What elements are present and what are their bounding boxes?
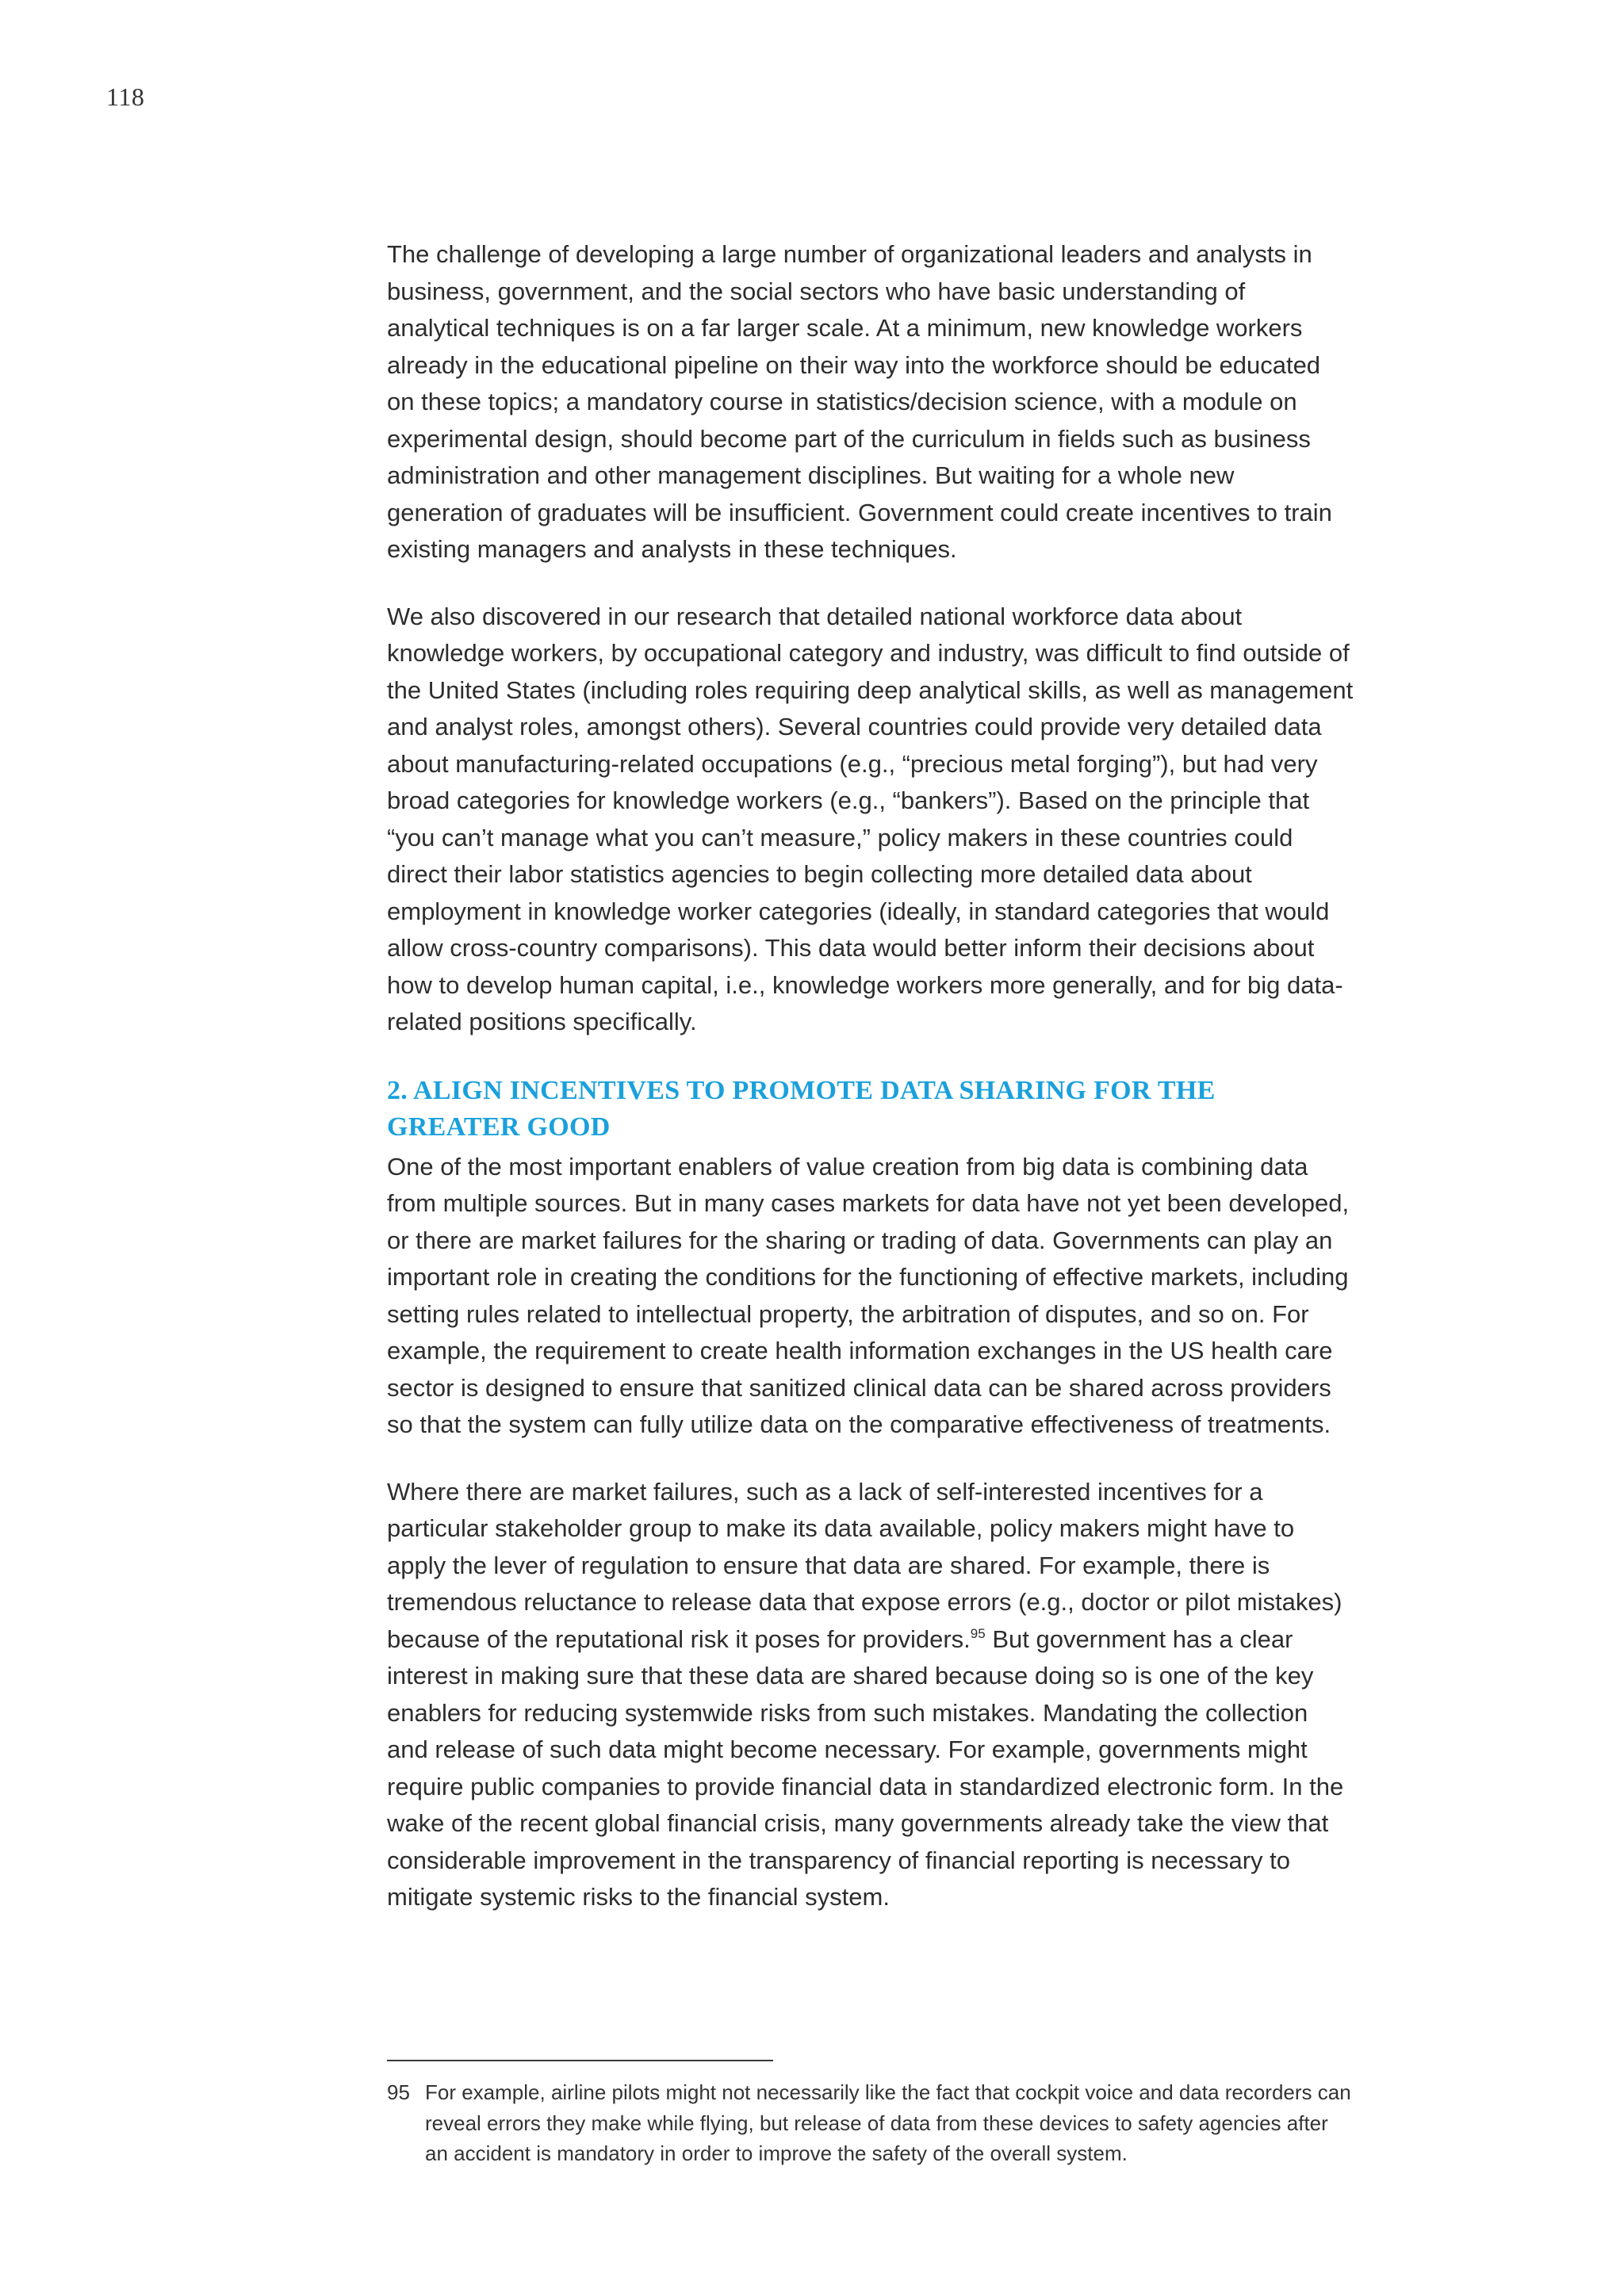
paragraph-text-before-ref: Where there are market failures, such as a lack of self-interested incentives for a particular stakeholder group to make its data available, policy makers might have to apply the lever of regulation to ensure that data are shared. For example, there is tremendous reluctance to release data that expose errors (e.g., doctor or pilot mistakes) because of the reputational risk it poses for providers. [387,1477,1342,1653]
paragraph-data-sharing: One of the most important enablers of value creation from big data is combining data from multiple sources. But in many cases markets for data have not yet been developed, or there are market failures for the sharing or trading of data. Governments can play an important role in creating the conditions for the functioning of effective markets, including setting rules related to intellectual property, the arbitration of disputes, and so on. For example, the requirement to create health information exchanges in the US health care sector is designed to ensure that sanitized clinical data can be shared across providers so that the system can fully utilize data on the comparative effectiveness of treatments. [387,1152,1350,1438]
section-heading: 2. ALIGN INCENTIVES TO PROMOTE DATA SHARING FOR THE GREATER GOOD [387,1075,1216,1142]
paragraph-market-failures [387,1474,1354,1916]
page-number: 118 [106,82,145,111]
footnote-number: 95 [387,2080,410,2104]
paragraph-workforce-data: We also discovered in our research that detailed national workforce data about knowledge workers, by occupational category and industry, was difficult to find outside of the United States (including roles requiring deep analytical skills, as well as management and analyst roles, amongst others). Several countries could provide very detailed data about manufacturing-related occupations (e.g., “precious metal forging”), but had very broad categories for knowledge workers (e.g., “bankers”). Based on the principle that “you can’t manage what you can’t measure,” policy makers in these countries could direct their labor statistics agencies to begin collecting more detailed data about employment in knowledge worker categories (ideally, in standard categories that would allow cross-country comparisons). This data would better inform their decisions about how to develop human capital, i.e., knowledge workers more generally, and for big data-related positions specifically. [387,602,1354,1035]
paragraph-analytical-training: The challenge of developing a large number of organizational leaders and analysts in business, government, and the social sectors who have basic understanding of analytical techniques is on a far larger scale. At a minimum, new knowledge workers already in the educational pipeline on their way into the workforce should be educated on these topics; a mandatory course in statistics/decision science, with a module on experimental design, should become part of the curriculum in fields such as business administration and other management disciplines. But waiting for a whole new generation of graduates will be insufficient. Government could create incentives to train existing managers and analysts in these techniques. [387,240,1332,563]
paragraph-text-after-ref: But government has a clear interest in making sure that these data are shared because doing so is one of the key enablers for reducing systemwide risks from such mistakes. Mandating the collection and release of such data might become necessary. For example, governments might require public companies to provide financial data in standardized electronic form. In the wake of the recent global financial crisis, many governments already take the view that considerable improvement in the transparency of financial reporting is necessary to mitigate systemic risks to the financial system. [387,1624,1344,1911]
footnote-divider [387,2060,773,2061]
main-content [387,236,1354,1946]
footnote [387,2077,1354,2169]
footnote-reference[interactable]: 95 [970,1625,986,1641]
footnote-text: For example, airline pilots might not necessarily like the fact that cockpit voice and data recorders can reveal errors they make while flying, but release of data from these devices to safety agencies after an accident is mandatory in order to improve the safety of the overall system. [425,2080,1351,2165]
